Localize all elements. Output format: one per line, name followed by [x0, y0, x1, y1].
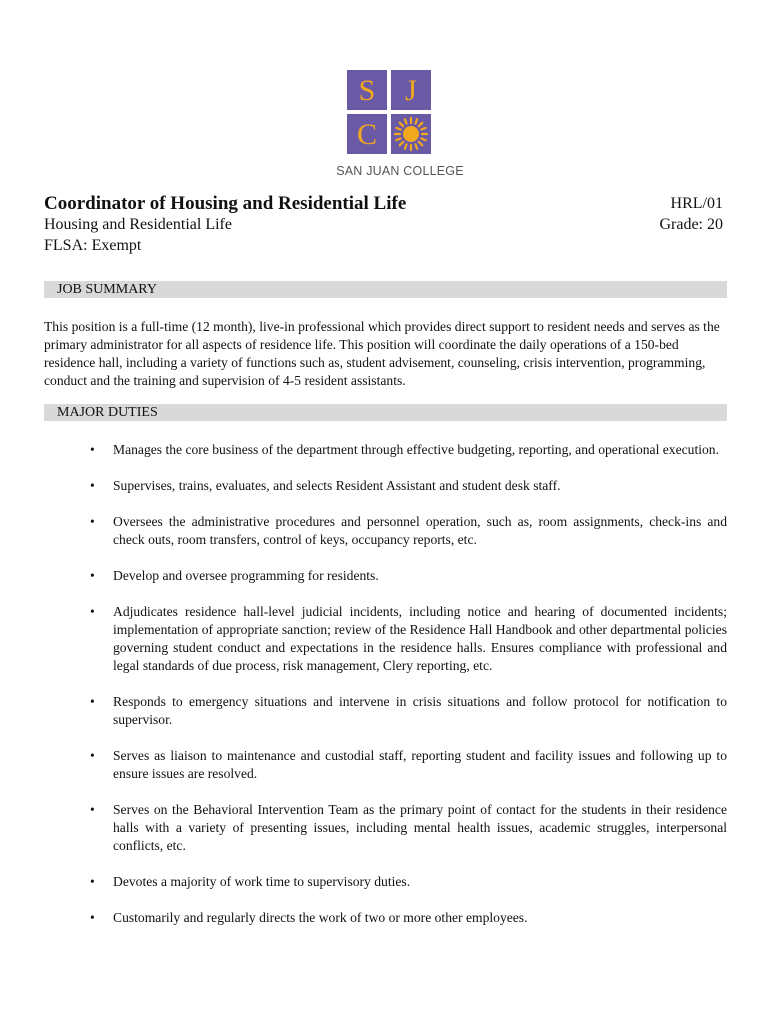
job-title: Coordinator of Housing and Residential Life: [44, 193, 407, 214]
list-item: • Serves on the Behavioral Intervention Team as the primary point of contact for the students in their residence halls with a variety of presenting issues, including mental health issues, academic struggles, interpersonal conflicts, etc.: [90, 802, 727, 853]
list-item: • Responds to emergency situations and intervene in crisis situations and follow protocol for notification to supervisor.: [90, 694, 727, 727]
pay-grade: Grade: 20: [659, 216, 723, 233]
bullet-icon: •: [90, 478, 95, 493]
job-summary-text: This position is a full-time (12 month), live-in professional which provides direct support to resident needs and serves as the primary administrator for all aspects of residence life. This position will coordinate the daily operations of a 150-bed residence hall, including a variety of functions such as, student advisement, counseling, crisis intervention, programming, conduct and the training and supervision of 4-5 resident assistants.: [44, 319, 720, 388]
logo-tile-sun: [391, 114, 431, 154]
list-item: • Customarily and regularly directs the work of two or more other employees.: [90, 910, 528, 925]
logo-letter-j: J: [405, 74, 417, 107]
logo-letter-c: C: [356, 118, 378, 151]
logo-tile-s: [347, 70, 387, 110]
list-item: • Serves as liaison to maintenance and custodial staff, reporting student and facility issues and following up to ensure issues are resolved.: [90, 748, 727, 781]
bullet-icon: •: [90, 604, 95, 619]
logo-mark: [347, 70, 433, 156]
logo-letter-s: S: [358, 74, 376, 107]
list-item: • Oversees the administrative procedures and personnel operation, such as, room assignments, check-ins and check outs, room transfers, control of keys, occupancy reports, etc.: [90, 514, 727, 547]
department: Housing and Residential Life: [44, 216, 232, 233]
duties-list: [44, 441, 727, 945]
college-name: SAN JUAN COLLEGE: [336, 164, 464, 178]
bullet-icon: •: [90, 802, 95, 817]
job-summary-heading: [44, 281, 727, 298]
list-item: • Supervises, trains, evaluates, and selects Resident Assistant and student desk staff.: [90, 478, 561, 493]
list-item: • Manages the core business of the department through effective budgeting, reporting, and operational execution.: [90, 442, 719, 457]
flsa-status: FLSA: Exempt: [44, 237, 142, 254]
bullet-icon: •: [90, 748, 95, 763]
bullet-icon: •: [90, 568, 95, 583]
bullet-icon: •: [90, 910, 95, 925]
bullet-icon: •: [90, 874, 95, 889]
sun-icon: [391, 114, 431, 154]
list-item: • Devotes a majority of work time to supervisory duties.: [90, 874, 411, 889]
bullet-icon: •: [90, 514, 95, 529]
bullet-icon: •: [90, 694, 95, 709]
list-item: • Adjudicates residence hall-level judicial incidents, including notice and hearing of documented incidents; implementation of appropriate sanction; review of the Residence Hall Handbook and other departmental policies governing student conduct and expectations in the residence halls. Ensures compliance with professional and legal standards of due process, risk management, Clery reporting, etc.: [90, 604, 727, 673]
major-duties-heading-text: MAJOR DUTIES: [57, 405, 158, 420]
logo-tile-c: [347, 114, 387, 154]
job-summary-heading-text: JOB SUMMARY: [57, 282, 157, 297]
bullet-icon: •: [90, 442, 95, 457]
list-item: • Develop and oversee programming for residents.: [90, 568, 379, 583]
logo-tile-j: [391, 70, 431, 110]
job-code: HRL/01: [670, 195, 723, 212]
major-duties-heading: [44, 404, 727, 421]
